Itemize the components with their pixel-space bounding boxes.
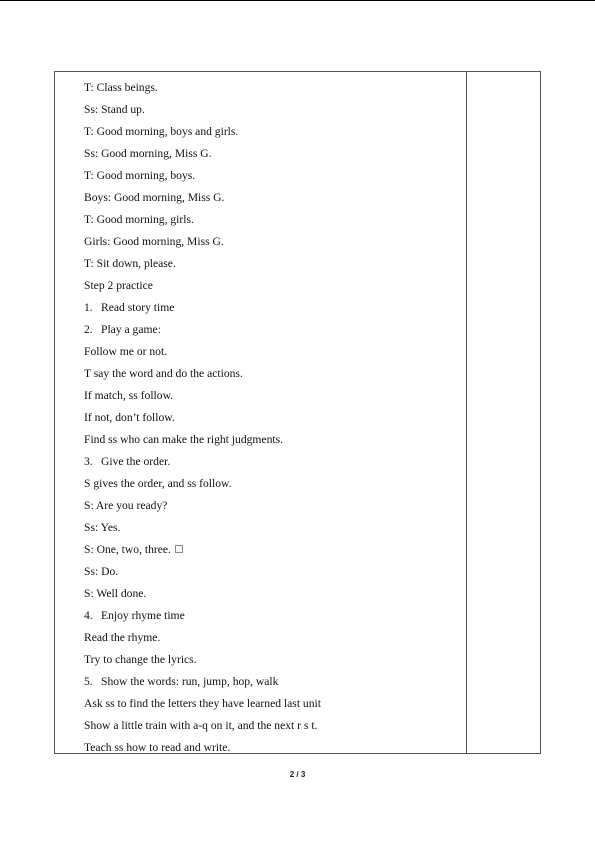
text-line: T: Good morning, boys.	[84, 169, 196, 182]
text-line: T: Sit down, please.	[84, 257, 176, 270]
section-heading: Step 2 practice	[84, 279, 153, 292]
text-line: S: One, two, three.	[84, 539, 459, 561]
numbered-item: 3. Give the order.	[84, 451, 459, 473]
numbered-item: 5. Show the words: run, jump, hop, walk	[84, 671, 459, 693]
page-number: 2 / 3	[289, 770, 306, 779]
item-number: 5.	[84, 675, 93, 688]
text-line: Ss: Stand up.	[84, 103, 145, 116]
item-number: 4.	[84, 609, 93, 622]
text-line: T: Good morning, girls.	[84, 213, 194, 226]
item-number: 3.	[84, 455, 93, 468]
text-line: S: Well done.	[84, 587, 147, 600]
numbered-item: 4. Enjoy rhyme time	[84, 605, 459, 627]
numbered-item: 1. Read story time	[84, 297, 459, 319]
column-divider	[466, 72, 467, 753]
text-line: Ask ss to find the letters they have learned last unit	[84, 697, 321, 710]
text-line: T: Good morning, boys and girls.	[84, 125, 239, 138]
text-line: Find ss who can make the right judgments.	[84, 433, 284, 446]
text-line: Boys: Good morning, Miss G.	[84, 191, 225, 204]
lesson-content-cell	[84, 77, 459, 759]
text-line: Girls: Good morning, Miss G.	[84, 235, 224, 248]
numbered-item: 2. Play a game:	[84, 319, 459, 341]
text-line: Read the rhyme.	[84, 631, 161, 644]
text-line: T: Class beings.	[84, 81, 158, 94]
text-line: If match, ss follow.	[84, 389, 174, 402]
item-number: 2.	[84, 323, 93, 336]
text-line: T say the word and do the actions.	[84, 367, 243, 380]
text-line: Ss: Do.	[84, 565, 119, 578]
text-line: Try to change the lyrics.	[84, 653, 197, 666]
text-line: S: Are you ready?	[84, 499, 168, 512]
text-line: Follow me or not.	[84, 345, 168, 358]
lesson-table	[54, 71, 541, 754]
text-line: Ss: Good morning, Miss G.	[84, 147, 212, 160]
text-line: S gives the order, and ss follow.	[84, 477, 232, 490]
text-line: Ss: Yes.	[84, 521, 121, 534]
text-line: Teach ss how to read and write.	[84, 741, 231, 754]
item-number: 1.	[84, 301, 93, 314]
top-border-rule	[0, 0, 595, 1]
text-line: Show a little train with a-q on it, and the next r s t.	[84, 719, 318, 732]
text-line: If not, don’t follow.	[84, 411, 175, 424]
placeholder-box-icon	[175, 545, 183, 553]
